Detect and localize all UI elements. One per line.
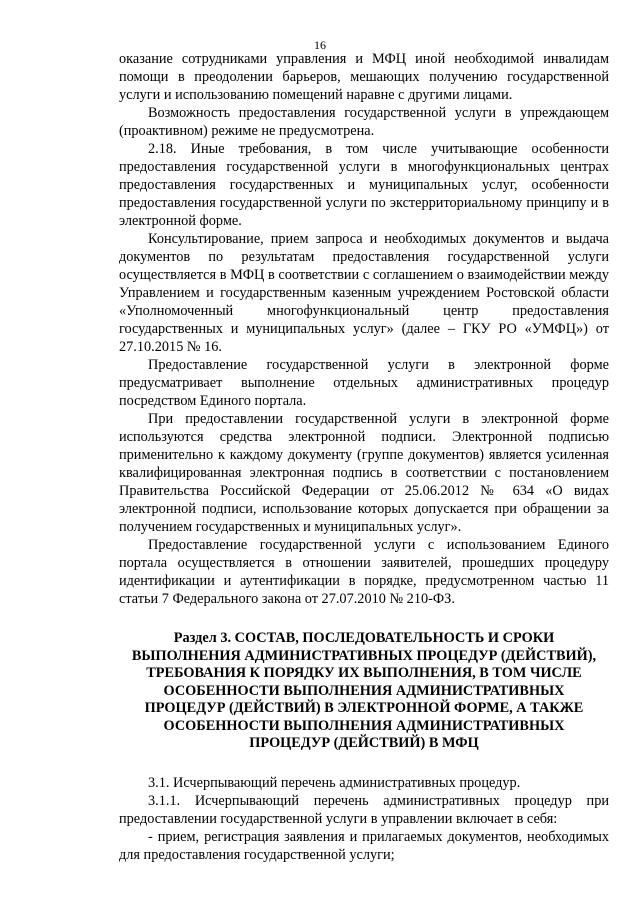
document-body <box>119 50 609 864</box>
paragraph: Консультирование, прием запроса и необходимых документов и выдача документов по результатам предоставления государственной услуги осуществляется в МФЦ в соответствии с соглашением о взаимодействии между Управлением и государственным казенным учреждением Ростовской области «Уполномоченный многофункциональный центр предоставления государственных и муниципальных услуг» (далее – ГКУ РО «УМФЦ») от 27.10.2015 № 16. <box>119 231 609 355</box>
page-number: 16 <box>314 38 326 52</box>
paragraph: Предоставление государственной услуги в электронной форме предусматривает выполнение отдельных административных процедур посредством Единого портала. <box>119 357 609 409</box>
paragraph: 3.1.1. Исчерпывающий перечень административных процедур при предоставлении государственной услуги в управлении включает в себя: <box>119 792 609 827</box>
paragraphs-after-heading <box>119 774 609 864</box>
paragraph: Предоставление государственной услуги с использованием Единого портала осуществляется в отношении заявителей, прошедших процедуру идентификации и аутентификации в порядке, предусмотренном частью 11 статьи 7 Федерального закона от 27.07.2010 № 210-ФЗ. <box>119 537 609 607</box>
paragraphs-before-heading <box>119 50 609 608</box>
paragraph: 3.1. Исчерпывающий перечень административных процедур. <box>148 774 521 791</box>
paragraph: При предоставлении государственной услуги в электронной форме используются средства электронной подписи. Электронной подписью применительно к каждому документу (группе документов) является усиленная квалифицированная электронная подпись в соответствии с постановлением Правительства Российской Федерации от 25.06.2012 № 634 «О видах электронной подписи, использование которых допускается при обращении за получением государственных и муниципальных услуг». <box>119 411 609 535</box>
paragraph: - прием, регистрация заявления и прилагаемых документов, необходимых для предоставления государственной услуги; <box>119 828 609 863</box>
paragraph: оказание сотрудниками управления и МФЦ иной необходимой инвалидам помощи в преодолении барьеров, мешающих получению государственной услуги и использованию помещений наравне с другими лицами. <box>119 51 609 103</box>
paragraph: Возможность предоставления государственной услуги в упреждающем (проактивном) режиме не предусмотрена. <box>119 105 609 139</box>
section-heading: Раздел 3. СОСТАВ, ПОСЛЕДОВАТЕЛЬНОСТЬ И СРОКИ ВЫПОЛНЕНИЯ АДМИНИСТРАТИВНЫХ ПРОЦЕДУР (ДЕЙСТВИЙ), ТРЕБОВАНИЯ К ПОРЯДКУ ИХ ВЫПОЛНЕНИЯ, В ТОМ ЧИСЛЕ ОСОБЕННОСТИ ВЫПОЛНЕНИЯ АДМИНИСТРАТИВНЫХ ПРОЦЕДУР (ДЕЙСТВИЙ) В ЭЛЕКТРОННОЙ ФОРМЕ, А ТАКЖЕ ОСОБЕННОСТИ ВЫПОЛНЕНИЯ АДМИНИСТРАТИВНЫХ ПРОЦЕДУР (ДЕЙСТВИЙ) В МФЦ <box>131 630 597 751</box>
paragraph: 2.18. Иные требования, в том числе учитывающие особенности предоставления государственной услуги в многофункциональных центрах предоставления государственных и муниципальных услуг, особенности предоставления государственной услуги по экстерриториальному принципу и в электронной форме. <box>119 141 609 229</box>
